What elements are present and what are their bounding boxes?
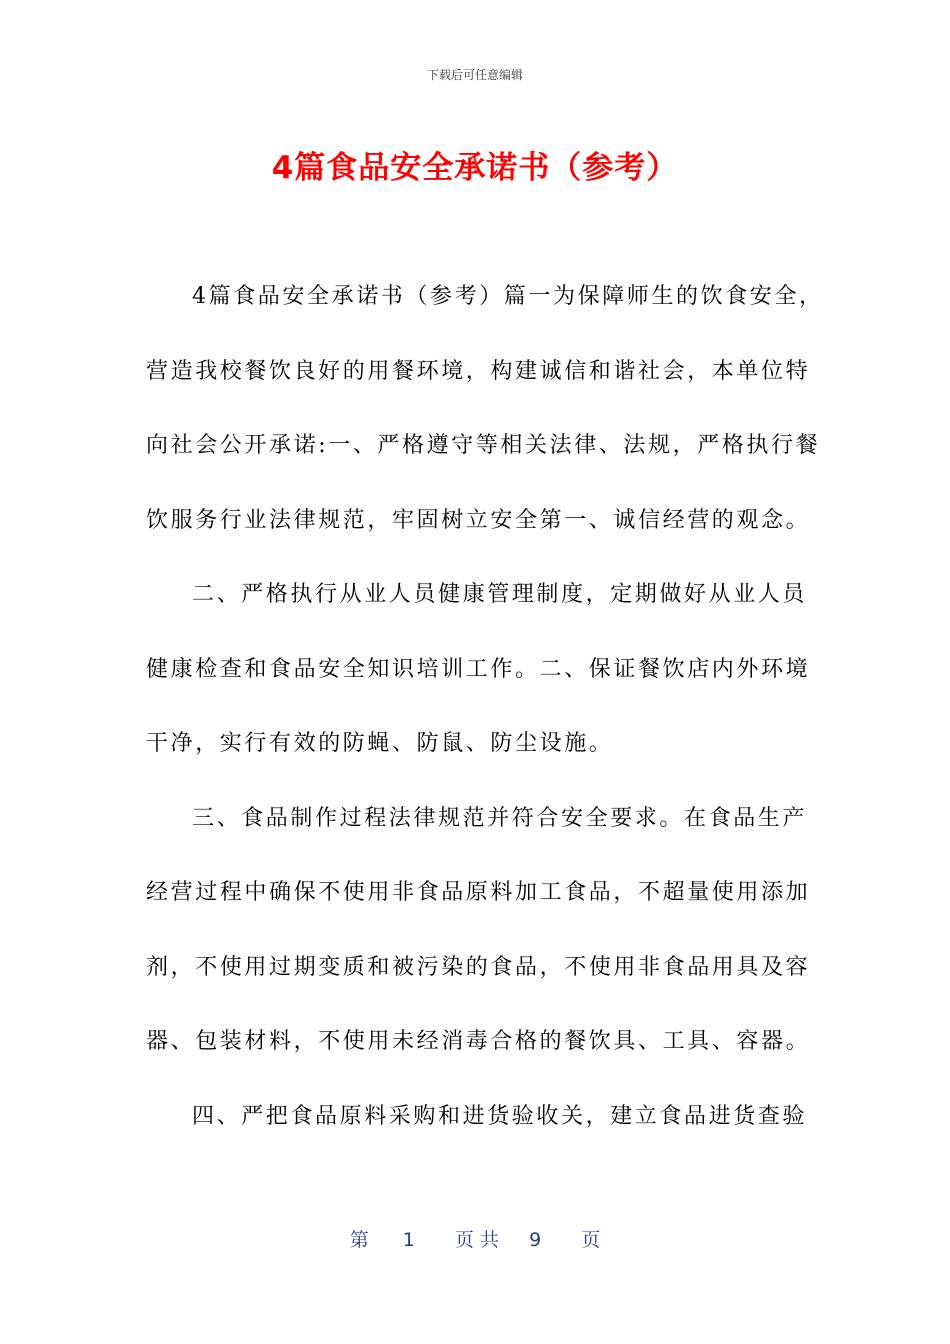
- body-line: 向社会公开承诺:一、严格遵守等相关法律、法规，严格执行餐: [146, 433, 821, 458]
- body-line: 器、包装材料，不使用未经消毒合格的餐饮具、工具、容器。: [146, 1029, 811, 1054]
- footer-page-end-label: 页: [581, 1229, 601, 1251]
- document-title: 4篇食品安全承诺书（参考）: [271, 150, 679, 186]
- body-line: 4篇食品安全承诺书（参考）篇一为保障师生的饮食安全，: [192, 284, 824, 309]
- footer-current-page: 1: [402, 1229, 415, 1251]
- footer-total-pages: 9: [529, 1229, 542, 1251]
- footer-page-of-label: 页共: [454, 1229, 505, 1251]
- body-line: 二、严格执行从业人员健康管理制度，定期做好从业人员: [192, 582, 808, 607]
- body-line: 营造我校餐饮良好的用餐环境，构建诚信和谐社会，本单位特: [146, 358, 811, 384]
- body-line: 剂，不使用过期变质和被污染的食品，不使用非食品用具及容: [146, 954, 811, 980]
- page-footer: [0, 1225, 950, 1252]
- footer-page-label: 第: [349, 1229, 369, 1251]
- document-body: [146, 260, 824, 1154]
- body-line: 三、食品制作过程法律规范并符合安全要求。在食品生产: [192, 805, 808, 831]
- body-line: 健康检查和食品安全知识培训工作。二、保证餐饮店内外环境: [146, 656, 811, 682]
- body-line: 干净，实行有效的防蝇、防鼠、防尘设施。: [146, 731, 614, 756]
- body-line: 饮服务行业法律规范，牢固树立安全第一、诚信经营的观念。: [146, 507, 811, 533]
- body-line: 四、严把食品原料采购和进货验收关，建立食品进货查验: [192, 1103, 808, 1129]
- body-line: 经营过程中确保不使用非食品原料加工食品，不超量使用添加: [146, 880, 811, 905]
- header-note: 下载后可任意编辑: [426, 68, 523, 82]
